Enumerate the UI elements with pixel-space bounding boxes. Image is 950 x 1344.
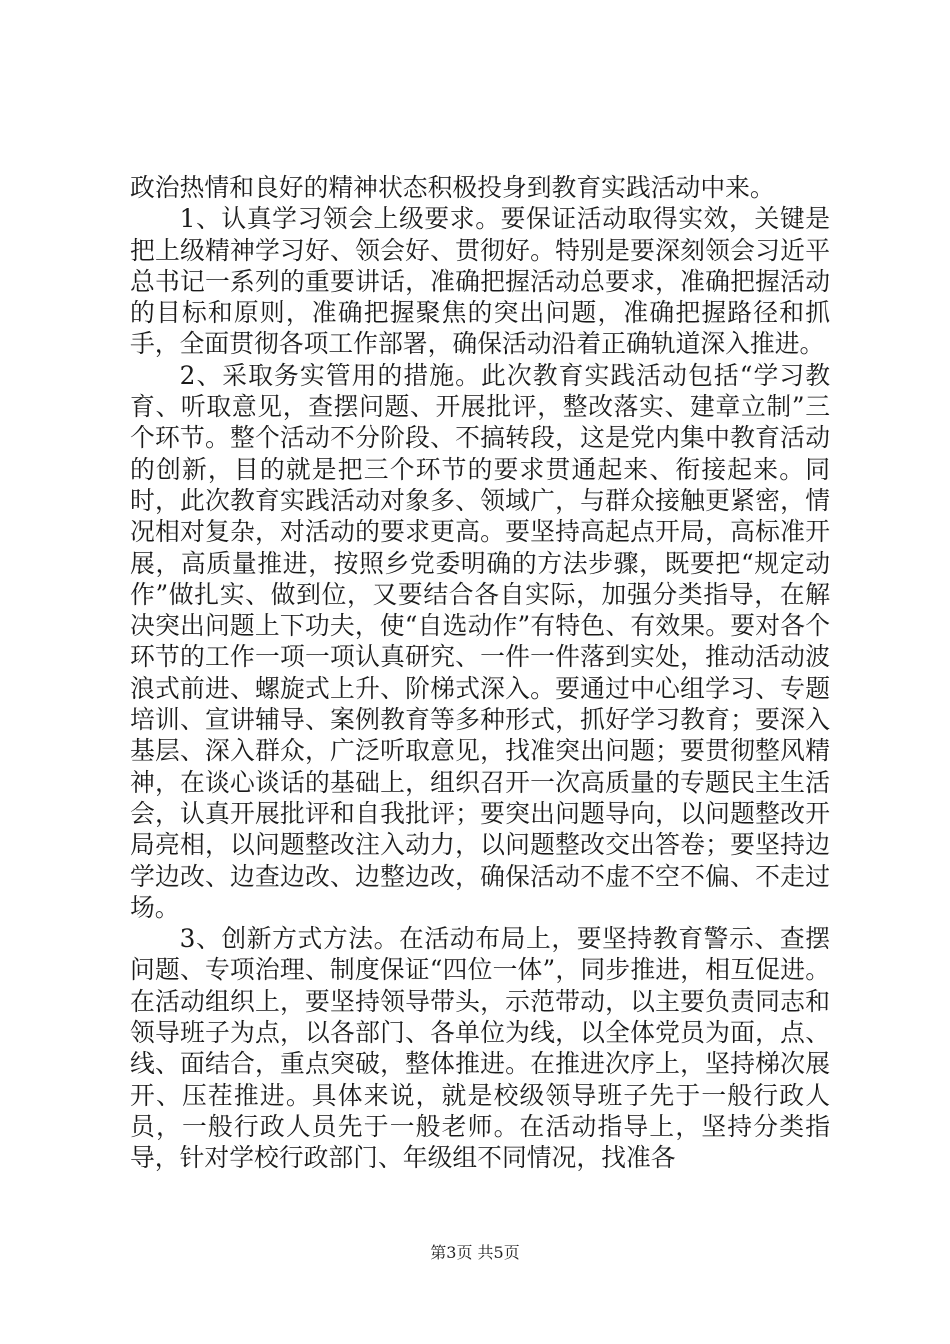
paragraph-section-1: 1、认真学习领会上级要求。要保证活动取得实效，关键是把上级精神学习好、领会好、贯彻好。特别是要深刻领会习近平总书记一系列的重要讲话，准确把握活动总要求，准确把握活动的目标和原则，准确把握聚焦的突出问题，准确把握路径和抓手，全面贯彻各项工作部署，确保活动沿着正确轨道深入推进。	[130, 204, 830, 359]
page-number-footer: 第3页 共5页	[430, 1243, 520, 1262]
document-body	[130, 172, 830, 1174]
paragraph-section-3: 3、创新方式方法。在活动布局上，要坚持教育警示、查摆问题、专项治理、制度保证“四位一体”，同步推进，相互促进。在活动组织上，要坚持领导带头，示范带动，以主要负责同志和领导班子为点，以各部门、各单位为线，以全体党员为面，点、线、面结合，重点突破，整体推进。在推进次序上，坚持梯次展开、压茬推进。具体来说，就是校级领导班子先于一般行政人员，一般行政人员先于一般老师。在活动指导上，坚持分类指导，针对学校行政部门、年级组不同情况，找准各	[130, 924, 830, 1173]
paragraph-section-2: 2、采取务实管用的措施。此次教育实践活动包括“学习教育、听取意见，查摆问题、开展批评，整改落实、建章立制”三个环节。整个活动不分阶段、不搞转段，这是党内集中教育活动的创新，目的就是把三个环节的要求贯通起来、衔接起来。同时，此次教育实践活动对象多、领域广，与群众接触更紧密，情况相对复杂，对活动的要求更高。要坚持高起点开局，高标准开展，高质量推进，按照乡党委明确的方法步骤，既要把“规定动作”做扎实、做到位，又要结合各自实际，加强分类指导，在解决突出问题上下功夫，使“自选动作”有特色、有效果。要对各个环节的工作一项一项认真研究、一件一件落到实处，推动活动波浪式前进、螺旋式上升、阶梯式深入。要通过中心组学习、专题培训、宣讲辅导、案例教育等多种形式，抓好学习教育；要深入基层、深入群众，广泛听取意见，找准突出问题；要贯彻整风精神，在谈心谈话的基础上，组织召开一次高质量的专题民主生活会，认真开展批评和自我批评；要突出问题导向，以问题整改开局亮相，以问题整改注入动力，以问题整改交出答卷；要坚持边学边改、边查边改、边整边改，确保活动不虚不空不偏、不走过场。	[130, 360, 830, 922]
paragraph-continuation: 政治热情和良好的精神状态积极投身到教育实践活动中来。	[130, 173, 775, 202]
